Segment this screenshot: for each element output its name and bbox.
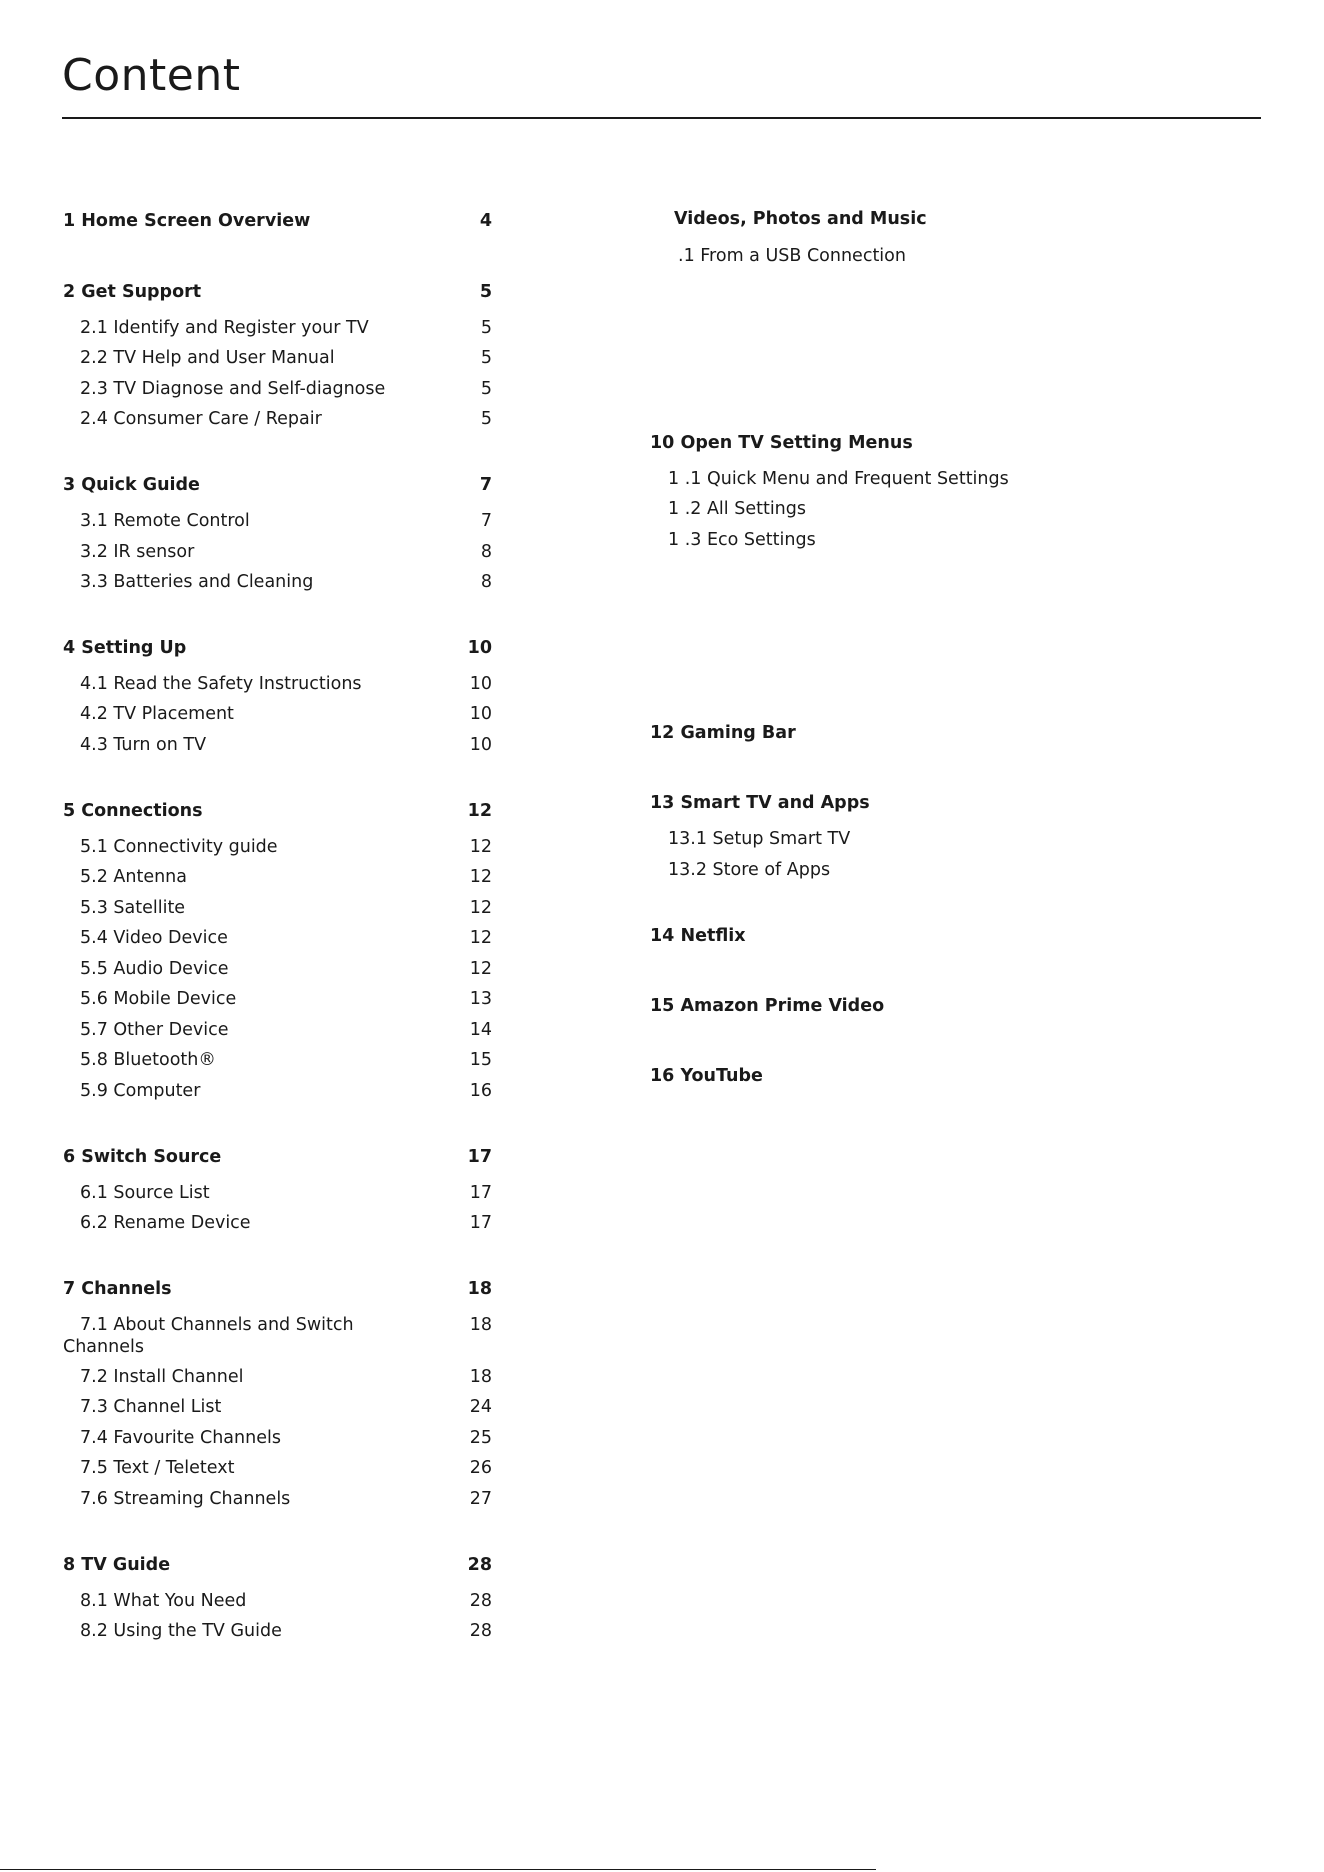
toc-section-label: 7.4 Favourite Channels [80,1428,281,1448]
toc-page-number: 26 [469,1458,492,1478]
toc-section-label: 5.3 Satellite [80,898,186,918]
toc-page-number: 27 [469,1489,492,1509]
toc-section-label: 5.8 Bluetooth® [80,1050,216,1070]
toc-page-number: 5 [480,379,492,399]
toc-page-number: 7 [479,475,492,495]
toc-section-label-continued: Channels [63,1337,144,1357]
toc-page-number: 5 [480,318,492,338]
toc-section-label: 2.1 Identify and Register your TV [80,318,369,338]
toc-section-label: 2.3 TV Diagnose and Self-diagnose [80,379,386,399]
toc-page-number: 12 [469,959,492,979]
toc-page-number: 25 [469,1428,492,1448]
toc-page-number: 15 [469,1050,492,1070]
toc-chapter-label: 15 Amazon Prime Video [650,996,885,1016]
toc-page-number: 17 [469,1183,492,1203]
toc-page-number: 5 [480,348,492,368]
toc-section-label: 3.2 IR sensor [80,542,195,562]
footer-divider [0,1869,876,1870]
title-divider [62,117,1261,119]
toc-section-label: 7.6 Streaming Channels [80,1489,291,1509]
toc-section-label: 5.2 Antenna [80,867,187,887]
toc-page-number: 12 [469,867,492,887]
toc-page-number: 16 [469,1081,492,1101]
toc-chapter-label: 10 Open TV Setting Menus [650,433,913,453]
toc-page-number: 18 [469,1367,492,1387]
toc-chapter-label: 2 Get Support [63,282,202,302]
toc-page-number: 28 [467,1555,492,1575]
toc-section-label: 1 .1 Quick Menu and Frequent Settings [668,469,1009,489]
toc-section-label: 13.2 Store of Apps [668,860,831,880]
page-title: Content [62,50,241,101]
toc-chapter-label: 7 Channels [63,1279,172,1299]
toc-section-label: 7.5 Text / Teletext [80,1458,235,1478]
toc-chapter-label: 3 Quick Guide [63,475,200,495]
toc-page-number: 13 [469,989,492,1009]
toc-page-number: 10 [467,638,492,658]
toc-page-number: 28 [469,1621,492,1641]
toc-section-label: 8.2 Using the TV Guide [80,1621,282,1641]
toc-page-number: 8 [480,542,492,562]
toc-chapter-label: 8 TV Guide [63,1555,171,1575]
toc-section-label: 7.3 Channel List [80,1397,222,1417]
toc-page-number: 5 [480,409,492,429]
toc-section-label: 5.1 Connectivity guide [80,837,278,857]
toc-section-label: 5.4 Video Device [80,928,228,948]
toc-section-label: 5.7 Other Device [80,1020,229,1040]
toc-section-label: 7.2 Install Channel [80,1367,244,1387]
toc-section-label: 5.6 Mobile Device [80,989,237,1009]
toc-chapter-label: 16 YouTube [650,1066,763,1086]
toc-page-number: 28 [469,1591,492,1611]
toc-page-number: 7 [480,511,492,531]
toc-page-number: 10 [469,704,492,724]
toc-page-number: 12 [469,898,492,918]
toc-page-number: 10 [469,674,492,694]
toc-page-number: 8 [480,572,492,592]
toc-page-number: 12 [469,928,492,948]
toc-chapter-label: 1 Home Screen Overview [63,211,311,231]
toc-page-number: 4 [479,211,492,231]
toc-section-label: 5.5 Audio Device [80,959,229,979]
toc-chapter-label: 6 Switch Source [63,1147,222,1167]
toc-section-label: 4.1 Read the Safety Instructions [80,674,362,694]
toc-section-label: 1 .3 Eco Settings [668,530,816,550]
toc-section-label: 4.2 TV Placement [80,704,234,724]
toc-page-number: 10 [469,735,492,755]
toc-section-label: .1 From a USB Connection [678,246,906,266]
toc-page-number: 17 [469,1213,492,1233]
toc-page-number: 12 [469,837,492,857]
toc-page-number: 24 [469,1397,492,1417]
toc-chapter-label: 4 Setting Up [63,638,187,658]
toc-section-label: 13.1 Setup Smart TV [668,829,851,849]
toc-page-number: 5 [479,282,492,302]
toc-chapter-label: 5 Connections [63,801,203,821]
toc-chapter-label: 14 Netflix [650,926,746,946]
toc-section-label: 6.1 Source List [80,1183,210,1203]
toc-page-number: 18 [467,1279,492,1299]
toc-chapter-label: Videos, Photos and Music [674,209,927,229]
toc-section-label: 1 .2 All Settings [668,499,806,519]
toc-page-number: 12 [467,801,492,821]
toc-section-label: 4.3 Turn on TV [80,735,207,755]
toc-page-number: 14 [469,1020,492,1040]
toc-section-label: 2.2 TV Help and User Manual [80,348,335,368]
toc-section-label: 7.1 About Channels and Switch [80,1315,354,1335]
toc-section-label: 3.1 Remote Control [80,511,250,531]
toc-section-label: 6.2 Rename Device [80,1213,251,1233]
toc-section-label: 5.9 Computer [80,1081,201,1101]
toc-section-label: 8.1 What You Need [80,1591,247,1611]
toc-chapter-label: 12 Gaming Bar [650,723,796,743]
toc-page-number: 17 [467,1147,492,1167]
toc-section-label: 3.3 Batteries and Cleaning [80,572,314,592]
toc-page-number: 18 [469,1315,492,1335]
toc-section-label: 2.4 Consumer Care / Repair [80,409,322,429]
toc-chapter-label: 13 Smart TV and Apps [650,793,870,813]
